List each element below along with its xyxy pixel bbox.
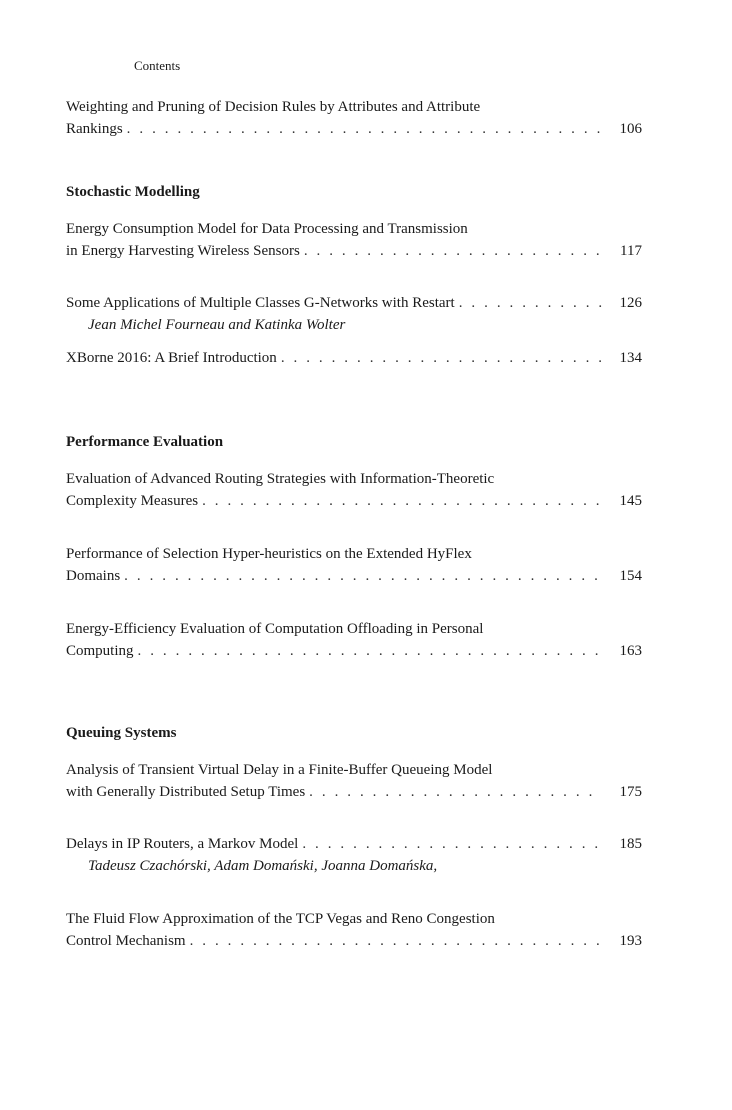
toc-entry[interactable] <box>66 96 642 140</box>
toc-entry[interactable] <box>66 908 642 952</box>
leader-dots <box>138 640 602 662</box>
entry-title-line: Analysis of Transient Virtual Delay in a Finite-Buffer Queueing Model <box>66 762 493 778</box>
page-number: 193 <box>619 933 642 949</box>
page-number: 175 <box>619 784 642 800</box>
page-number: 134 <box>619 350 642 366</box>
leader-dots <box>302 833 602 855</box>
entry-title-line: XBorne 2016: A Brief Introduction . . . 134 <box>66 347 642 369</box>
leader-dots <box>190 930 602 952</box>
entry-title-line: Computing . . . 163 <box>66 640 642 662</box>
leader-dots <box>202 490 602 512</box>
entry-title-line: in Energy Harvesting Wireless Sensors . . . 117 <box>66 240 642 262</box>
entry-title-line: Weighting and Pruning of Decision Rules by Attributes and Attribute <box>66 99 481 115</box>
leader-dots <box>459 292 602 314</box>
entry-title-line: Some Applications of Multiple Classes G-Networks with Restart . . . 126 <box>66 292 642 314</box>
leader-dots <box>304 240 602 262</box>
toc-entry[interactable] <box>66 292 642 336</box>
entry-title-line: Rankings . . . 106 <box>66 118 642 140</box>
entry-title-line: Domains . . . 154 <box>66 565 642 587</box>
page-number: 106 <box>619 121 642 137</box>
page-number: 185 <box>619 836 642 852</box>
entry-title-line: The Fluid Flow Approximation of the TCP Vegas and Reno Congestion <box>66 911 495 927</box>
leader-dots <box>127 118 602 140</box>
running-head: Contents <box>134 58 181 73</box>
toc-entry[interactable] <box>66 543 642 587</box>
toc-entry[interactable] <box>66 618 642 662</box>
toc-entry[interactable] <box>66 347 642 369</box>
entry-authors: Tadeusz Czachórski, Adam Domański, Joanna Domańska, <box>88 858 438 874</box>
entry-title-line: Evaluation of Advanced Routing Strategies with Information-Theoretic <box>66 471 495 487</box>
section-heading: Stochastic Modelling <box>66 184 200 200</box>
entry-title-line: with Generally Distributed Setup Times . . . 175 <box>66 781 642 803</box>
toc-entry[interactable] <box>66 759 642 803</box>
leader-dots <box>281 347 602 369</box>
toc-entry[interactable] <box>66 468 642 512</box>
entry-title-line: Energy Consumption Model for Data Processing and Transmission <box>66 221 468 237</box>
section-heading: Queuing Systems <box>66 725 177 741</box>
section-heading: Performance Evaluation <box>66 434 224 450</box>
entry-title-line: Control Mechanism . . . 193 <box>66 930 642 952</box>
entry-title-line: Complexity Measures . . . 145 <box>66 490 642 512</box>
toc-entry[interactable] <box>66 218 642 262</box>
leader-dots <box>124 565 602 587</box>
page-number: 145 <box>619 493 642 509</box>
entry-title-line: Energy-Efficiency Evaluation of Computation Offloading in Personal <box>66 621 484 637</box>
entry-title-line: Delays in IP Routers, a Markov Model . . . 185 <box>66 833 642 855</box>
leader-dots <box>309 781 602 803</box>
page-number: 117 <box>620 243 642 259</box>
page-number: 163 <box>619 643 642 659</box>
page-number: 126 <box>619 295 642 311</box>
toc-entry[interactable] <box>66 833 642 877</box>
page-number: 154 <box>619 568 642 584</box>
entry-authors: Jean Michel Fourneau and Katinka Wolter <box>88 317 346 333</box>
entry-title-line: Performance of Selection Hyper-heuristics on the Extended HyFlex <box>66 546 472 562</box>
